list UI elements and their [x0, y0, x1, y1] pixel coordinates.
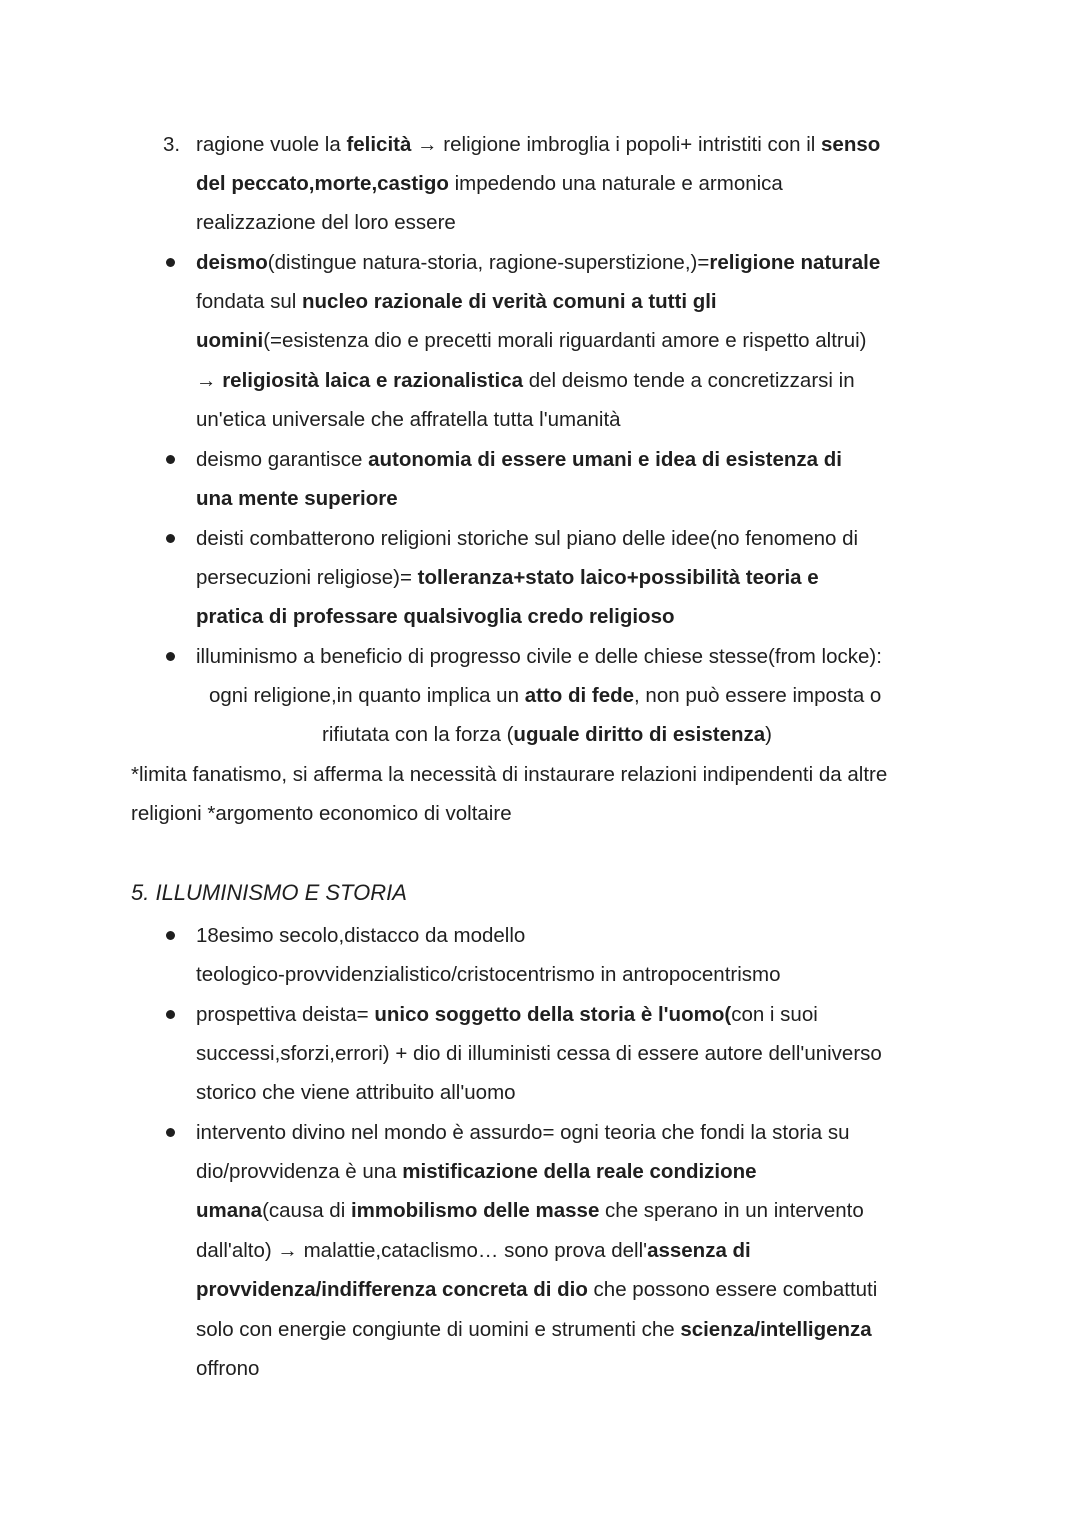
section-heading: 5. ILLUMINISMO E STORIA: [131, 880, 407, 905]
text-line: dio/provvidenza è una mistificazione della reale condizione: [196, 1160, 757, 1183]
text-line: dall'alto) → malattie,cataclismo… sono prova dell'assenza di: [196, 1239, 751, 1262]
text-line: ragione vuole la felicità → religione imbroglia i popoli+ intristiti con il senso: [196, 133, 881, 156]
text-line: pratica di professare qualsivoglia credo religioso: [196, 605, 675, 628]
bullet-dot: [166, 1128, 175, 1137]
text-line: uomini(=esistenza dio e precetti morali riguardanti amore e rispetto altrui): [196, 329, 867, 352]
text-line: umana(causa di immobilismo delle masse che sperano in un intervento: [196, 1199, 864, 1222]
text-line: illuminismo a beneficio di progresso civile e delle chiese stesse(from locke):: [196, 645, 882, 668]
bullet-dot: [166, 258, 175, 267]
text-line: → religiosità laica e razionalistica del deismo tende a concretizzarsi in: [196, 369, 855, 392]
text-line: intervento divino nel mondo è assurdo= ogni teoria che fondi la storia su: [196, 1121, 850, 1144]
bullet-dot: [166, 931, 175, 940]
note-line: religioni *argomento economico di voltaire: [131, 802, 512, 825]
text-line: ogni religione,in quanto implica un atto di fede, non può essere imposta o: [209, 684, 882, 707]
bullet-dot: [166, 1010, 175, 1019]
bullet-dot: [166, 455, 175, 464]
text-line: persecuzioni religiose)= tolleranza+stato laico+possibilità teoria e: [196, 566, 819, 589]
text-line: realizzazione del loro essere: [196, 211, 456, 234]
text-line: successi,sforzi,errori) + dio di illuministi cessa di essere autore dell'universo: [196, 1042, 882, 1065]
text-line: una mente superiore: [196, 487, 398, 510]
text-line: deismo(distingue natura-storia, ragione-superstizione,)=religione naturale: [196, 251, 881, 274]
text-line: deismo garantisce autonomia di essere umani e idea di esistenza di: [196, 448, 842, 471]
text-line: fondata sul nucleo razionale di verità comuni a tutti gli: [196, 290, 717, 313]
text-line: deisti combatterono religioni storiche sul piano delle idee(no fenomeno di: [196, 527, 859, 550]
bullet-dot: [166, 652, 175, 661]
text-line: prospettiva deista= unico soggetto della storia è l'uomo(con i suoi: [196, 1003, 818, 1026]
text-line: del peccato,morte,castigo impedendo una naturale e armonica: [196, 172, 783, 195]
bullet-dot: [166, 534, 175, 543]
text-line: 18esimo secolo,distacco da modello: [196, 924, 526, 947]
text-line: provvidenza/indifferenza concreta di dio che possono essere combattuti: [196, 1278, 878, 1301]
note-line: *limita fanatismo, si afferma la necessità di instaurare relazioni indipendenti da altre: [131, 763, 888, 786]
text-line: rifiutata con la forza (uguale diritto di esistenza): [322, 723, 772, 746]
text-line: solo con energie congiunte di uomini e strumenti che scienza/intelligenza: [196, 1318, 872, 1341]
text-line: un'etica universale che affratella tutta l'umanità: [196, 408, 621, 431]
list-number: 3.: [163, 133, 181, 156]
text-line: storico che viene attribuito all'uomo: [196, 1081, 516, 1104]
text-line: teologico-provvidenzialistico/cristocentrismo in antropocentrismo: [196, 963, 781, 986]
text-line: offrono: [196, 1357, 260, 1380]
